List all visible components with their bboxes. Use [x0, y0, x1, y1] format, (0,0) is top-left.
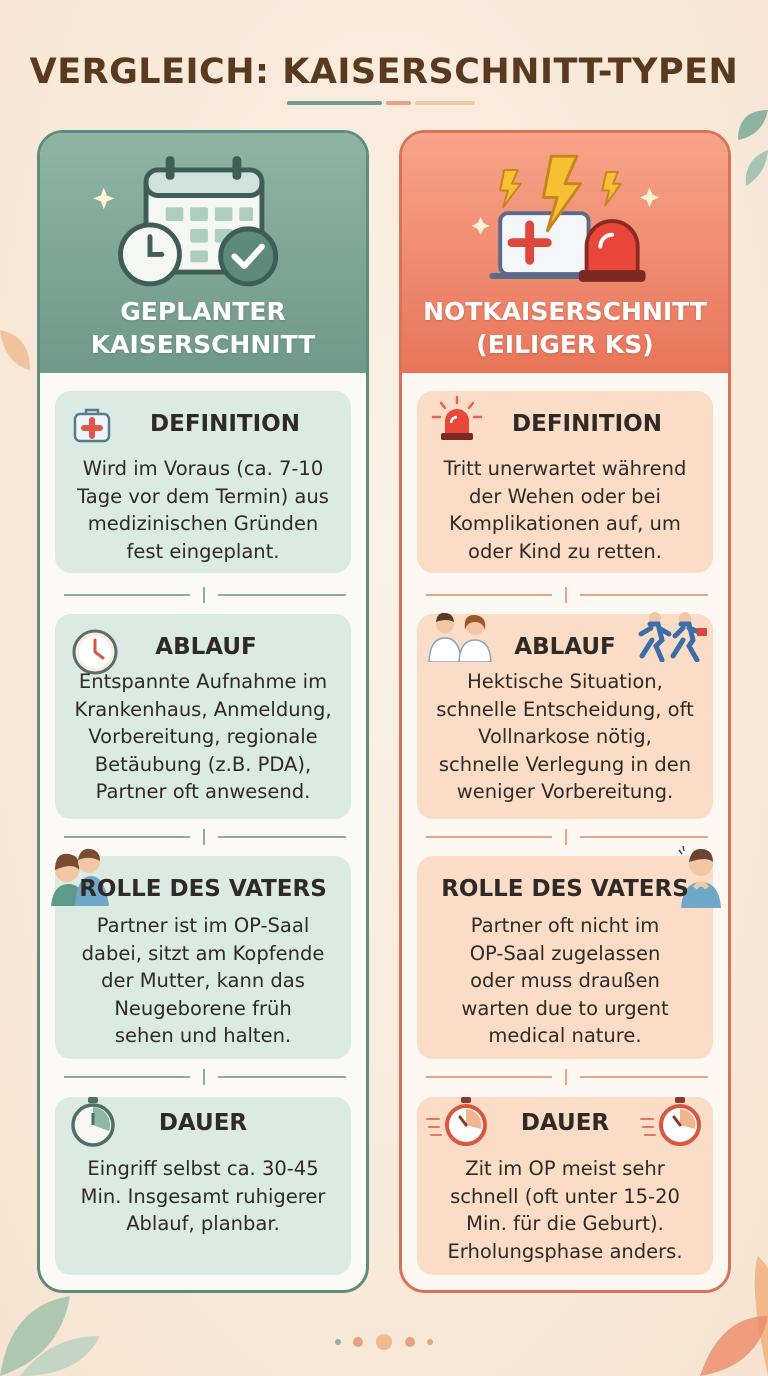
emergency-father-role-title: ROLLE DES VATERS [441, 876, 689, 902]
divider [426, 827, 708, 847]
emergency-definition-card [417, 391, 713, 573]
emergency-duration-title: DAUER [520, 1110, 610, 1136]
emergency-procedure-card [417, 614, 713, 819]
leaf-decoration-icon [0, 1270, 120, 1376]
divider [426, 1067, 708, 1087]
planned-column-title: GEPLANTER KAISERSCHNITT [90, 297, 316, 359]
emergency-siren-lightning-icon [402, 147, 728, 297]
emergency-column-header [402, 133, 728, 373]
planned-father-role-title: ROLLE DES VATERS [79, 876, 327, 902]
emergency-father-role-text: Partner oft nicht im OP-Saal zugelassen oder muss draußen warten due to urgent medical nature. [461, 914, 669, 1047]
emergency-duration-card [417, 1097, 713, 1275]
planned-father-role-text: Partner ist im OP-Saal dabei, sitzt am Kopfende der Mutter, kann das Neugeborene früh sehen und halten. [81, 914, 325, 1047]
planned-duration-title: DAUER [158, 1110, 248, 1136]
planned-definition-title: DEFINITION [150, 411, 300, 437]
planned-column-header [40, 133, 366, 373]
title-underline [287, 101, 475, 105]
divider [426, 585, 708, 605]
planned-procedure-text: Entspannte Aufnahme im Krankenhaus, Anmeldung, Vorbereitung, regionale Betäubung (z.B. PDA), Partner oft anwesend. [74, 670, 332, 803]
planned-duration-text: Eingriff selbst ca. 30-45 Min. Insgesamt ruhigerer Ablauf, planbar. [80, 1157, 326, 1235]
emergency-duration-text: Zit im OP meist sehr schnell (oft unter 15-20 Min. für die Geburt). Erholungsphase anders. [447, 1157, 683, 1263]
planned-father-role-card [55, 856, 351, 1059]
emergency-cesarean-column [399, 130, 731, 1293]
planned-cesarean-column [37, 130, 369, 1293]
calendar-clock-check-icon [40, 147, 366, 297]
planned-procedure-card [55, 614, 351, 819]
emergency-definition-title: DEFINITION [512, 411, 662, 437]
leaf-decoration-icon [730, 100, 768, 190]
divider [64, 585, 346, 605]
planned-definition-card [55, 391, 351, 573]
emergency-definition-text: Tritt unerwartet während der Wehen oder bei Komplikationen auf, um oder Kind zu retten. [443, 457, 687, 563]
planned-definition-text: Wird im Voraus (ca. 7-10 Tage vor dem Termin) aus medizinischen Gründen fest eingeplant. [77, 457, 329, 563]
planned-procedure-title: ABLAUF [155, 634, 257, 660]
emergency-column-title: NOTKAISERSCHNITT (EILIGER KS) [423, 297, 707, 359]
page-title: VERGLEICH: KAISERSCHNITT-TYPEN [29, 52, 739, 92]
leaf-decoration-icon [0, 320, 34, 380]
leaf-decoration-icon [640, 1250, 768, 1376]
emergency-procedure-text: Hektische Situation, schnelle Entscheidung, oft Vollnarkose nötig, schnelle Verlegung in den weniger Vorbereitung. [436, 670, 694, 803]
planned-duration-card [55, 1097, 351, 1275]
emergency-procedure-title: ABLAUF [514, 634, 616, 660]
emergency-father-role-card [417, 856, 713, 1059]
dots-decoration [330, 1332, 440, 1352]
divider [64, 1067, 346, 1087]
